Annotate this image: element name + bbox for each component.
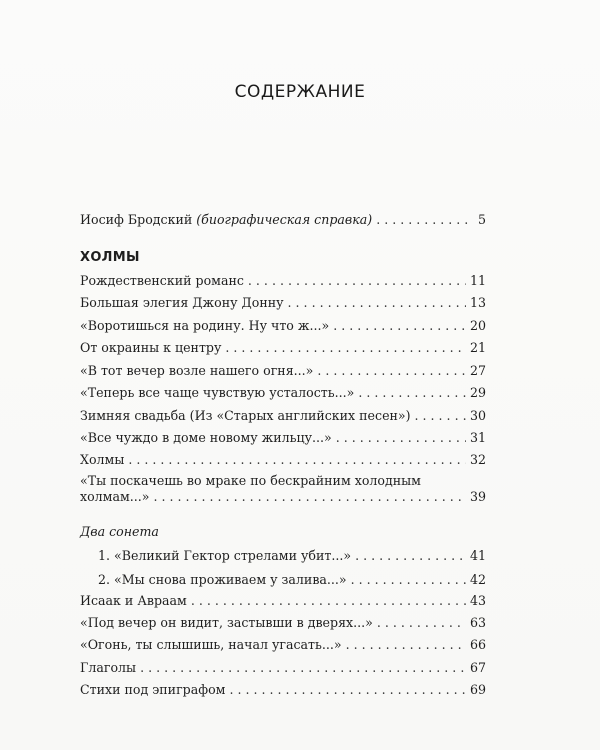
dot-leader	[154, 489, 466, 505]
toc-entry: «Под вечер он видит, застывши в дверях...» . . . 63	[80, 615, 486, 631]
subsection-heading: Два сонета	[80, 524, 159, 539]
page-number: 20	[469, 318, 486, 333]
dot-leader	[191, 593, 466, 609]
toc-entry: Стихи под эпиграфом . . . 69	[80, 682, 486, 698]
toc-entry: Глаголы . . . 67	[80, 660, 486, 676]
dot-leader	[229, 682, 465, 698]
page-number: 69	[469, 682, 486, 697]
dot-leader	[288, 295, 466, 311]
page-number: 63	[469, 615, 486, 630]
page-number: 67	[469, 660, 486, 675]
dot-leader	[377, 615, 466, 631]
dot-leader	[415, 408, 466, 424]
dot-leader	[128, 452, 466, 468]
page-number: 41	[469, 548, 486, 563]
page-title: СОДЕРЖАНИЕ	[234, 82, 366, 102]
page-number: 31	[469, 430, 486, 445]
toc-entry: Зимняя свадьба (Из «Старых английских песен») . . . 30	[80, 408, 486, 424]
toc-entry-line1: «Ты поскачешь во мраке по бескрайним холодным	[80, 473, 421, 488]
page-number: 29	[469, 385, 486, 400]
dot-leader	[351, 572, 466, 588]
dot-leader	[140, 660, 466, 676]
dot-leader	[346, 637, 466, 653]
toc-entry: Большая элегия Джону Донну . . . 13	[80, 295, 486, 311]
toc-entry: «Все чуждо в доме новому жильцу...» . . . 31	[80, 430, 486, 446]
toc-entry: Холмы . . . 32	[80, 452, 486, 468]
dot-leader	[248, 273, 466, 289]
intro-author: Иосиф Бродский	[80, 212, 193, 227]
page-number: 43	[469, 593, 486, 608]
dot-leader	[336, 430, 466, 446]
toc-entry: Рождественский романс . . . 11	[80, 273, 486, 289]
page-number: 5	[477, 212, 486, 227]
dot-leader	[358, 385, 466, 401]
toc-entry: Исаак и Авраам . . . 43	[80, 593, 486, 609]
page-number: 66	[469, 637, 486, 652]
dot-leader	[333, 318, 466, 334]
dot-leader	[317, 363, 466, 379]
page-number: 27	[469, 363, 486, 378]
page-number: 42	[469, 572, 486, 587]
dot-leader	[376, 212, 472, 228]
page-number: 13	[469, 295, 486, 310]
toc-entry: 1. «Великий Гектор стрелами убит...» . . . 41	[98, 548, 486, 564]
toc-entry: холмам...» . . . 39	[80, 489, 486, 505]
toc-entry: 2. «Мы снова проживаем у залива...» . . . 42	[98, 572, 486, 588]
toc-entry: «Воротишься на родину. Ну что ж...» . . . 20	[80, 318, 486, 334]
toc-entry: «Огонь, ты слышишь, начал угасать...» . . . 66	[80, 637, 486, 653]
page-number: 11	[469, 273, 486, 288]
toc-entry: «Теперь все чаще чувствую усталость...» . . . 29	[80, 385, 486, 401]
page-number: 30	[469, 408, 486, 423]
toc-entry-intro	[80, 212, 486, 228]
toc-entry: «В тот вечер возле нашего огня...» . . . 27	[80, 363, 486, 379]
intro-note: (биографическая справка)	[196, 212, 373, 227]
section-heading: ХОЛМЫ	[80, 250, 140, 265]
page-number: 39	[469, 489, 486, 504]
page-number: 32	[469, 452, 486, 467]
dot-leader	[355, 548, 466, 564]
page-number: 21	[469, 340, 486, 355]
toc-entry: От окраины к центру . . . 21	[80, 340, 486, 356]
dot-leader	[225, 340, 466, 356]
